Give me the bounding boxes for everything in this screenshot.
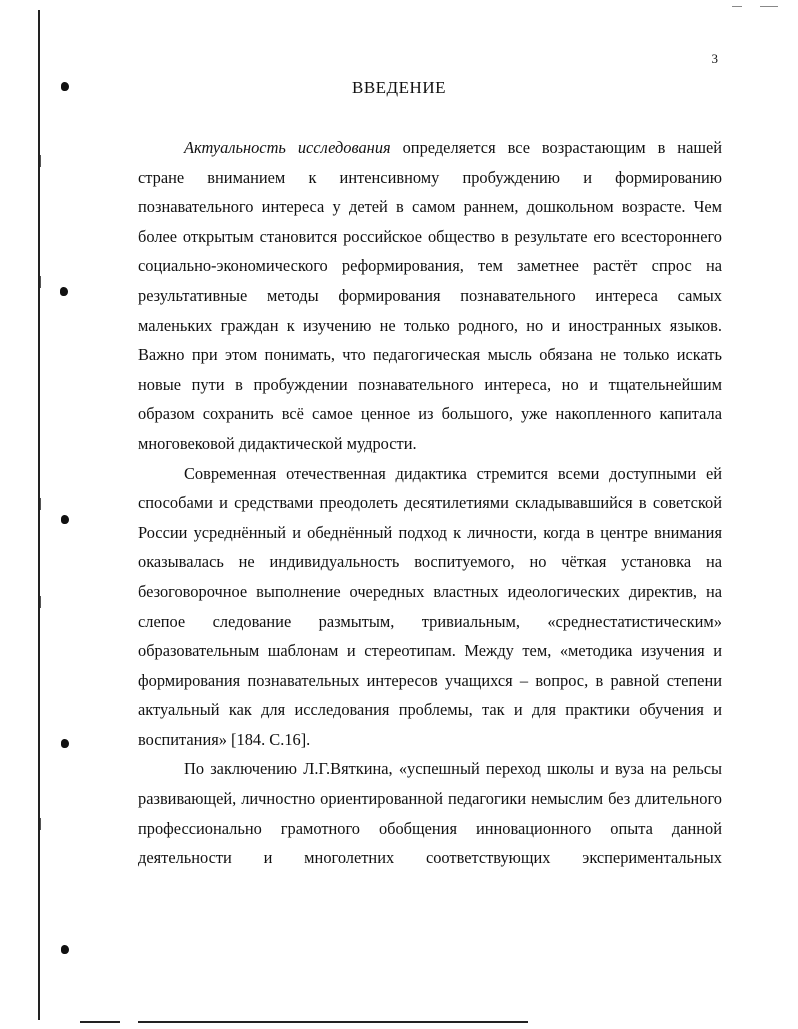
scan-corner-mark	[732, 6, 742, 7]
scan-bottom-border	[138, 1021, 528, 1023]
scan-bottom-border	[80, 1021, 120, 1023]
page-number: 3	[711, 51, 718, 66]
scan-tick-mark	[40, 155, 41, 167]
scan-corner-mark	[760, 6, 778, 7]
punch-hole-mark	[61, 945, 69, 954]
paragraph-relevance	[138, 133, 722, 459]
punch-hole-mark	[61, 515, 69, 524]
scan-tick-mark	[40, 498, 41, 510]
scan-tick-mark	[40, 818, 41, 830]
page-title: ВВЕДЕНИЕ	[352, 78, 446, 97]
italic-lead: Актуальность исследования	[184, 138, 391, 157]
paragraph-text: По заключению Л.Г.Вяткина, «успешный переход школы и вуза на рельсы развивающей, личностно ориентированной педагогики немыслим без длительного профессионально грамотного обобщения инновационного опыта данной деятельности и многолетних соответствующих экспериментальных	[138, 759, 722, 868]
punch-hole-mark	[60, 287, 68, 296]
paragraph-vyatkin	[138, 754, 722, 872]
scan-tick-mark	[40, 596, 41, 608]
body-text	[138, 133, 722, 873]
paragraph-didactics	[138, 459, 722, 755]
scan-tick-mark	[40, 276, 41, 288]
punch-hole-mark	[61, 739, 69, 748]
paragraph-text: определяется все возрастающим в нашей стране вниманием к интенсивному пробуждению и формированию познавательного интереса у детей в самом раннем, дошкольном возрасте. Чем более открытым становится российское общество в результате его всестороннего социально-экономического реформирования, тем заметнее растёт спрос на результативные методы формирования познавательного интереса самых маленьких граждан к изучению не только родного, но и иностранных языков. Важно при этом понимать, что педагогическая мысль обязана не только искать новые пути в пробуждении познавательного интереса, но и тщательнейшим образом сохранить всё самое ценное из большого, уже накопленного капитала многовековой дидактической мудрости.	[138, 138, 723, 453]
paragraph-text: Современная отечественная дидактика стремится всеми доступными ей способами и средствами преодолеть десятилетиями складывавшийся в советской России усреднённый и обеднённый подход к личности, когда в центре внимания оказывалась не индивидуальность воспитуемого, но чёткая установка на безоговорочное выполнение очередных властных идеологических директив, на слепое следование размытым, тривиальным, «среднестатистическим» образовательным шаблонам и стереотипам. Между тем, «методика изучения и формирования познавательных интересов учащихся – вопрос, в равной степени актуальный как для исследования проблемы, так и для практики обучения и воспитания» [184. С.16].	[138, 463, 722, 749]
